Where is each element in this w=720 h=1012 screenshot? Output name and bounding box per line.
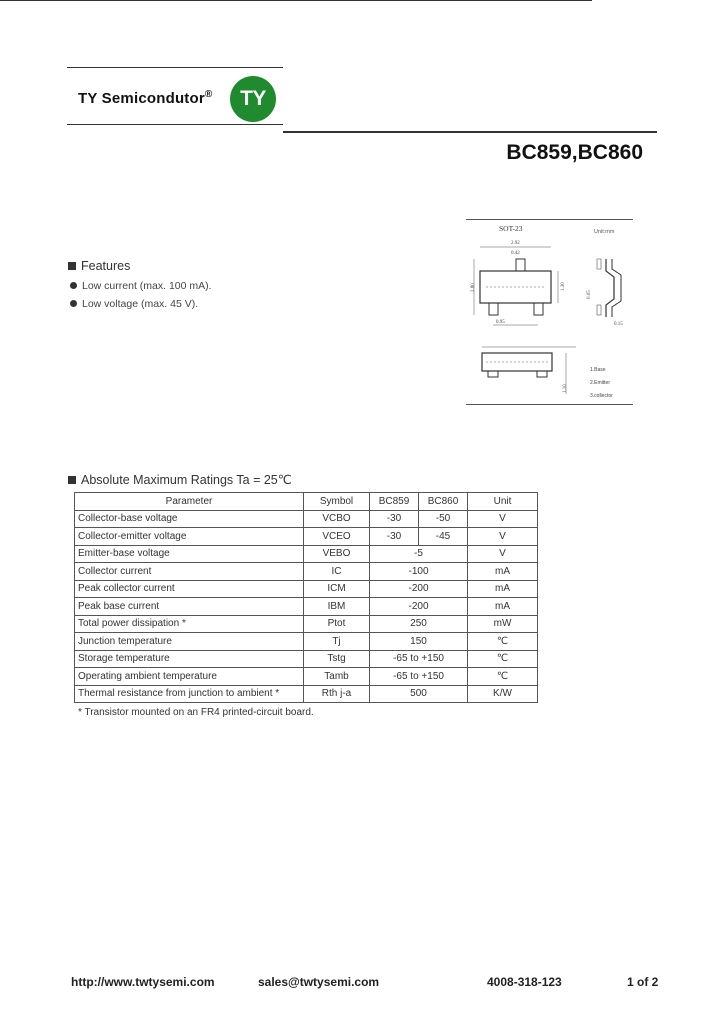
table-row [75, 580, 538, 598]
unit-cell: V [468, 528, 538, 546]
product-title: BC859,BC860 [506, 141, 643, 164]
value-cell: -200 [370, 598, 468, 616]
ratings-table [74, 492, 538, 703]
table-row [75, 650, 538, 668]
dim-label: 0.42 [511, 251, 520, 256]
header-top-rule [67, 67, 283, 68]
param-cell: Collector-emitter voltage [75, 528, 304, 546]
table-row [75, 545, 538, 563]
dim-label: 1.30 [561, 282, 566, 291]
unit-cell: V [468, 545, 538, 563]
registered-mark: ® [204, 89, 213, 100]
param-cell: Operating ambient temperature [75, 668, 304, 686]
page-number: 1 of 2 [627, 975, 659, 989]
table-row [75, 598, 538, 616]
company-logo [230, 76, 276, 122]
symbol-cell: VCEO [304, 528, 370, 546]
symbol-cell: VCBO [304, 510, 370, 528]
table-row [75, 633, 538, 651]
logo-text: TY [240, 87, 266, 110]
param-cell: Total power dissipation * [75, 615, 304, 633]
footer-rule [0, 0, 592, 1]
value-cell: 250 [370, 615, 468, 633]
value-cell: -200 [370, 580, 468, 598]
header-cell: Unit [468, 493, 538, 511]
symbol-cell: Ptot [304, 615, 370, 633]
unit-cell: mA [468, 598, 538, 616]
value-cell: -100 [370, 563, 468, 581]
unit-cell: ℃ [468, 668, 538, 686]
footer-email-link[interactable]: sales@twtysemi.com [258, 975, 380, 989]
dim-label: 2.80 [471, 283, 476, 292]
unit-label: Unit:mm [594, 229, 615, 235]
symbol-cell: ICM [304, 580, 370, 598]
unit-cell: mA [468, 580, 538, 598]
header-cell: BC859 [370, 493, 419, 511]
footer-phone: 4008-318-123 [487, 975, 562, 989]
pin-label: 3.collector [590, 393, 613, 399]
param-cell: Emitter-base voltage [75, 545, 304, 563]
feature-text: Low current (max. 100 mA). [82, 280, 212, 292]
symbol-cell: Rth j-a [304, 685, 370, 703]
value-cell: -65 to +150 [370, 668, 468, 686]
value-cell: -30 [370, 528, 419, 546]
dim-label: 2.92 [511, 241, 520, 246]
param-cell: Thermal resistance from junction to ambient * [75, 685, 304, 703]
features-title: Features [81, 259, 131, 273]
table-row [75, 510, 538, 528]
ratings-heading [68, 472, 292, 487]
unit-cell: mW [468, 615, 538, 633]
table-row [75, 668, 538, 686]
dim-label: 1.10 [563, 384, 568, 393]
value-cell: 500 [370, 685, 468, 703]
feature-item [70, 298, 198, 310]
table-row [75, 528, 538, 546]
symbol-cell: Tamb [304, 668, 370, 686]
header-rule-right [283, 131, 657, 133]
value-cell: -30 [370, 510, 419, 528]
unit-cell: mA [468, 563, 538, 581]
param-cell: Collector-base voltage [75, 510, 304, 528]
pin-label: 1.Base [590, 367, 606, 373]
value-cell: -45 [419, 528, 468, 546]
features-heading [68, 259, 130, 273]
header-cell: Parameter [75, 493, 304, 511]
square-bullet-icon [68, 262, 76, 270]
unit-cell: ℃ [468, 650, 538, 668]
header-rule-left [67, 124, 283, 125]
symbol-cell: IBM [304, 598, 370, 616]
symbol-cell: IC [304, 563, 370, 581]
param-cell: Storage temperature [75, 650, 304, 668]
lead-3 [516, 259, 525, 271]
footer-website-link[interactable]: http://www.twtysemi.com [71, 975, 215, 989]
company-name-text: TY Semicondutor [78, 90, 205, 107]
table-row [75, 563, 538, 581]
symbol-cell: Tstg [304, 650, 370, 668]
unit-cell: K/W [468, 685, 538, 703]
feature-text: Low voltage (max. 45 V). [82, 298, 199, 310]
symbol-cell: Tj [304, 633, 370, 651]
dot-bullet-icon [70, 282, 77, 289]
package-name: SOT-23 [499, 224, 523, 233]
header-cell: Symbol [304, 493, 370, 511]
value-cell: -65 to +150 [370, 650, 468, 668]
unit-cell: V [468, 510, 538, 528]
dim-label: 0.15 [614, 322, 623, 327]
lead-2 [534, 303, 543, 315]
pin-label: 2.Emitter [590, 380, 611, 386]
table-header-row [75, 493, 538, 511]
param-cell: Peak collector current [75, 580, 304, 598]
package-side-view [606, 259, 614, 317]
square-bullet-icon [68, 476, 76, 484]
symbol-cell: VEBO [304, 545, 370, 563]
unit-cell: ℃ [468, 633, 538, 651]
dot-bullet-icon [70, 300, 77, 307]
value-cell: -5 [370, 545, 468, 563]
param-cell: Peak base current [75, 598, 304, 616]
value-cell: -50 [419, 510, 468, 528]
table-row [75, 685, 538, 703]
table-footnote: * Transistor mounted on an FR4 printed-circuit board. [78, 707, 314, 718]
company-name [78, 89, 212, 107]
sot23-package-drawing [466, 219, 633, 405]
value-cell: 150 [370, 633, 468, 651]
param-cell: Junction temperature [75, 633, 304, 651]
dim-label: 0.05 [587, 290, 592, 299]
ratings-title: Absolute Maximum Ratings Ta = 25℃ [81, 473, 292, 487]
lead-1 [489, 303, 498, 315]
dim-label: 0.95 [496, 320, 505, 325]
param-cell: Collector current [75, 563, 304, 581]
header-cell: BC860 [419, 493, 468, 511]
feature-item [70, 280, 212, 292]
package-front-view [482, 353, 552, 371]
table-row [75, 615, 538, 633]
